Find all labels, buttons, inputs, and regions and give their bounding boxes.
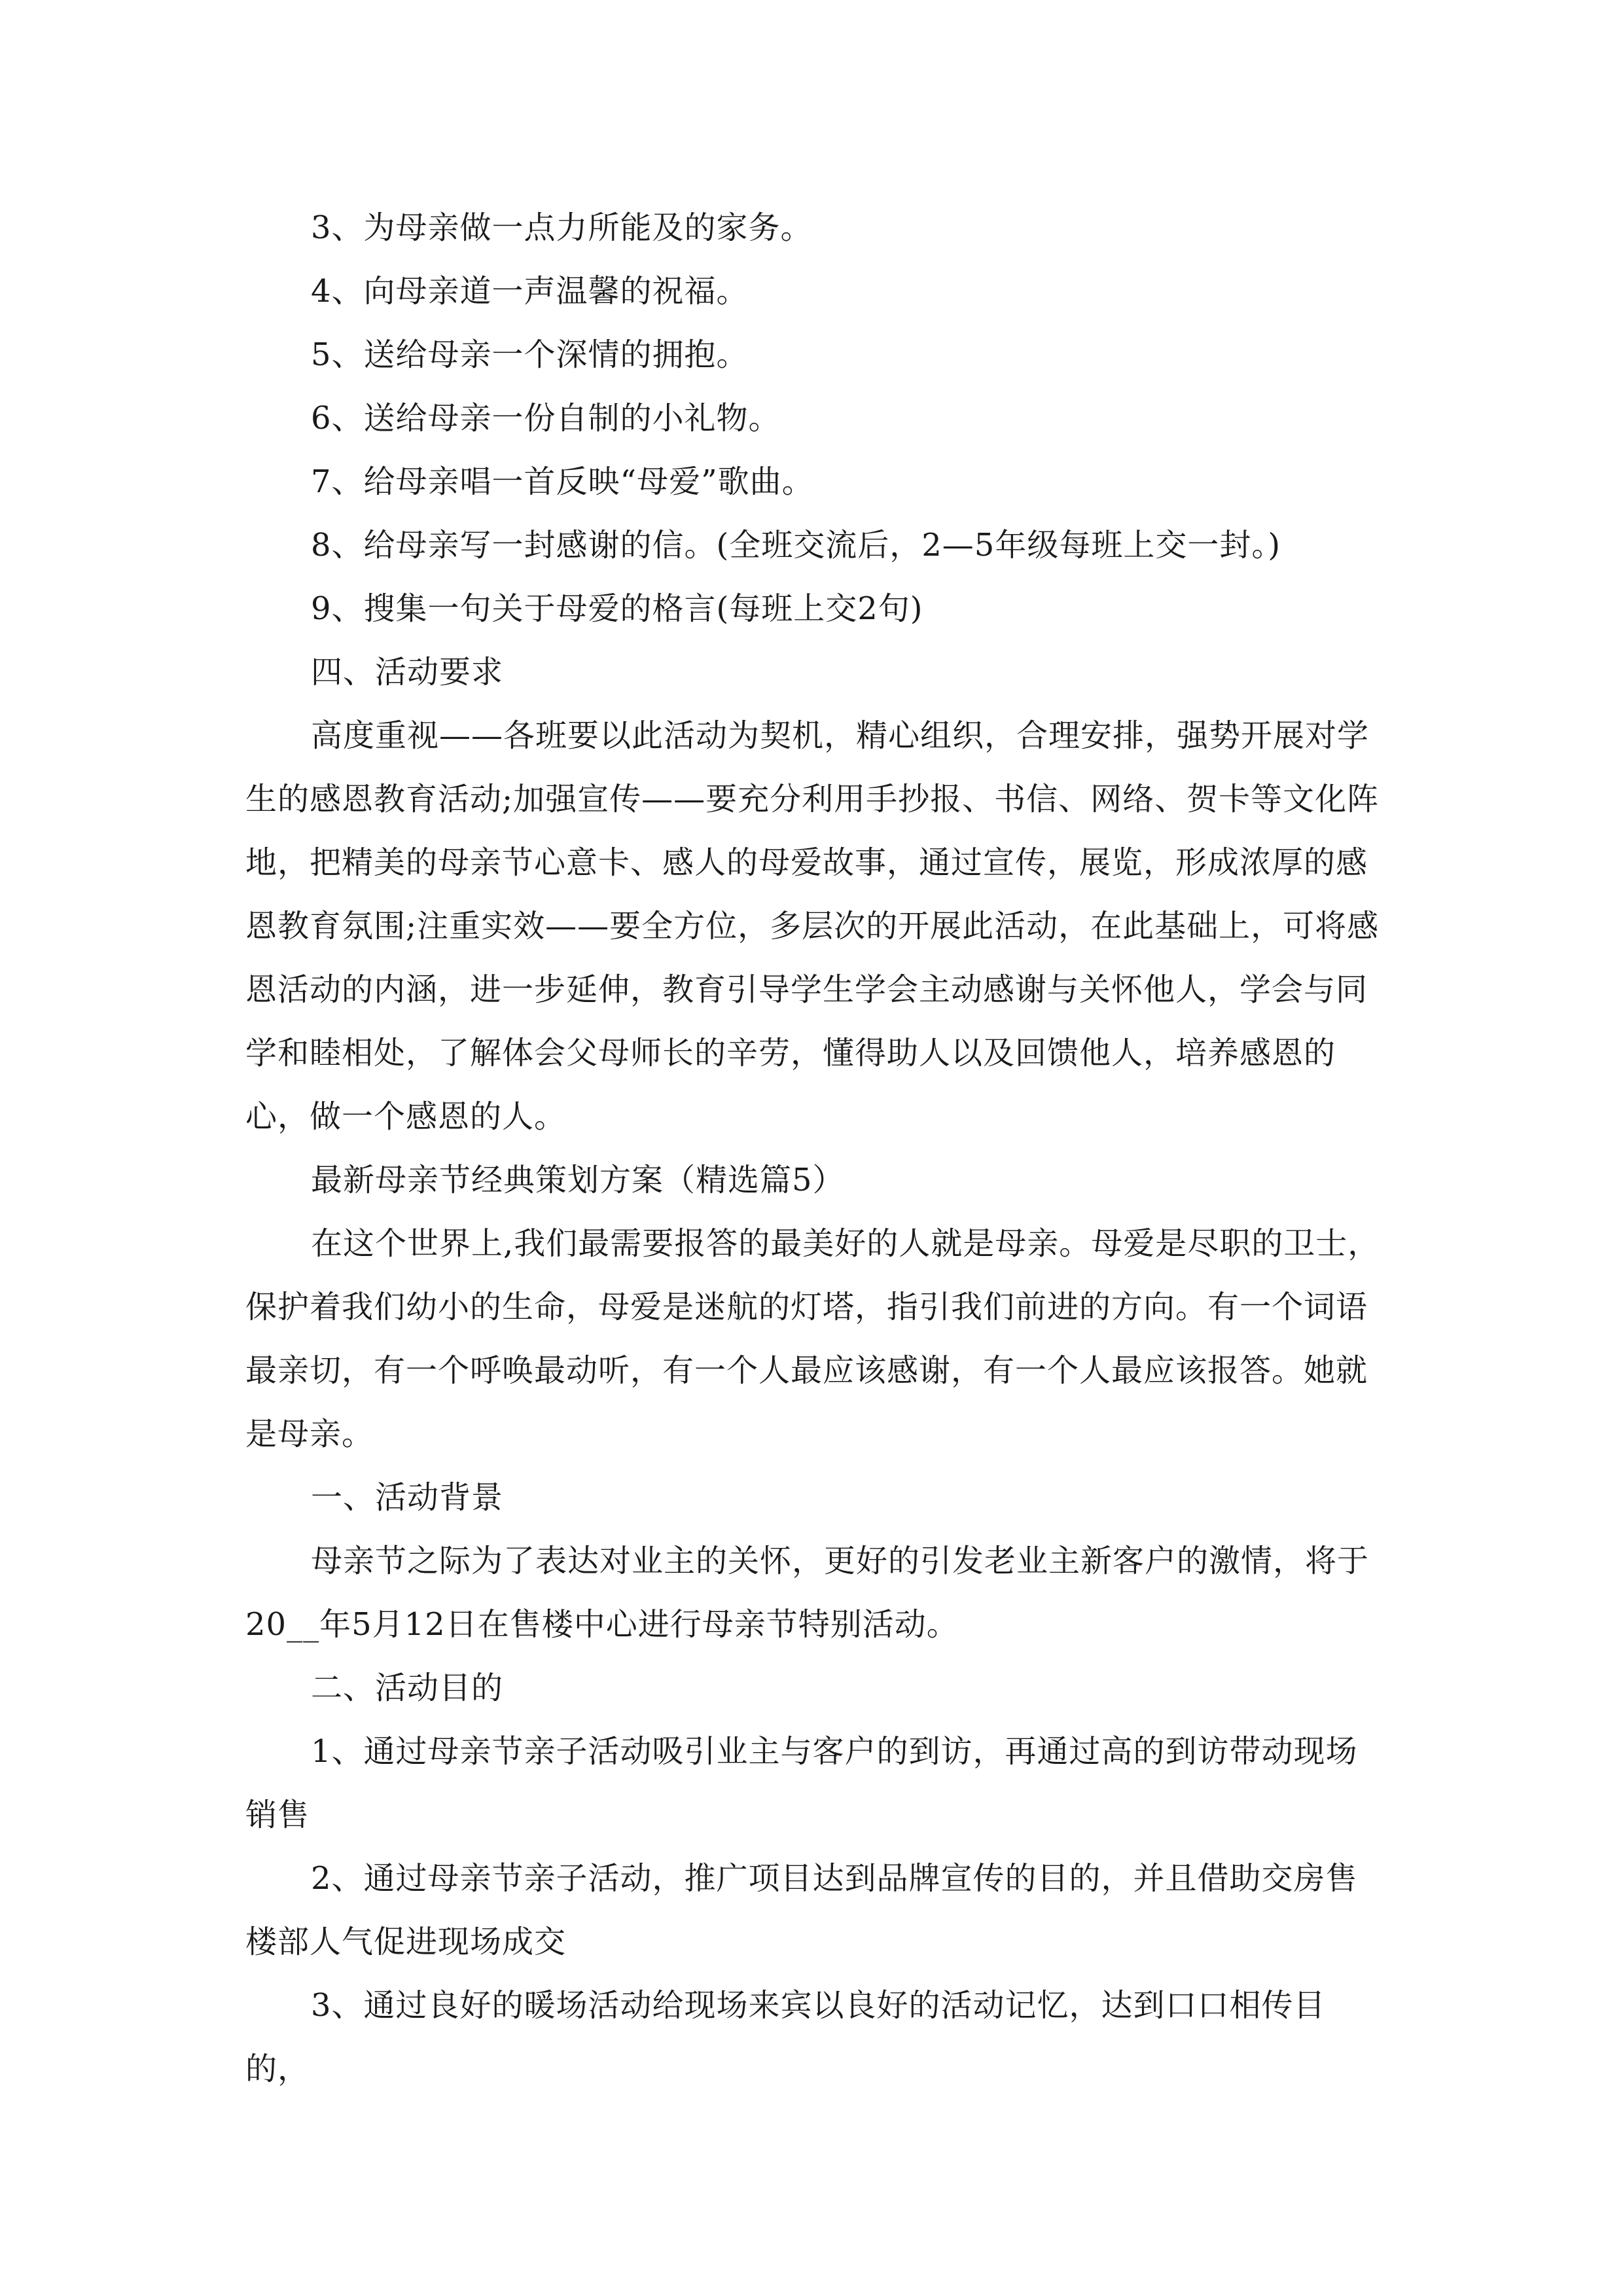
plan5-intro-paragraph: 在这个世界上,我们最需要报答的最美好的人就是母亲。母爱是尽职的卫士，保护着我们幼小的生命，母爱是迷航的灯塔，指引我们前进的方向。有一个词语最亲切，有一个呼唤最动听，有一个人最应该感谢，有一个人最应该报答。她就是母亲。: [245, 1225, 1380, 1452]
list-item: 7、给母亲唱一首反映“母爱”歌曲。: [311, 463, 814, 500]
list-item: 5、送给母亲一个深情的拥抱。: [311, 336, 749, 373]
section-heading-purpose: 二、活动目的: [311, 1670, 504, 1706]
section-heading-requirements: 四、活动要求: [311, 654, 504, 691]
document-body: [245, 196, 1384, 2101]
section-heading-background: 一、活动背景: [311, 1479, 504, 1516]
background-paragraph: 母亲节之际为了表达对业主的关怀，更好的引发老业主新客户的激情，将于20__年5月12日在售楼中心进行母亲节特别活动。: [245, 1543, 1370, 1643]
list-item: 6、送给母亲一份自制的小礼物。: [311, 400, 781, 437]
purpose-item: 3、通过良好的暖场活动给现场来宾以良好的活动记忆，达到口口相传目的，: [245, 1987, 1326, 2087]
list-item: 9、搜集一句关于母爱的格言(每班上交2句): [311, 590, 923, 627]
list-item: 3、为母亲做一点力所能及的家务。: [311, 209, 813, 246]
plan5-title: 最新母亲节经典策划方案（精选篇5）: [311, 1162, 845, 1198]
requirements-paragraph: 高度重视——各班要以此活动为契机，精心组织，合理安排，强势开展对学生的感恩教育活动;加强宣传——要充分利用手抄报、书信、网络、贺卡等文化阵地，把精美的母亲节心意卡、感人的母爱故事，通过宣传，展览，形成浓厚的感恩教育氛围;注重实效——要全方位，多层次的开展此活动，在此基础上，可将感恩活动的内涵，进一步延伸，教育引导学生学会主动感谢与关怀他人，学会与同学和睦相处，了解体会父母师长的辛劳，懂得助人以及回馈他人，培养感恩的心，做一个感恩的人。: [245, 717, 1380, 1135]
list-item: 8、给母亲写一封感谢的信。(全班交流后，2—5年级每班上交一封。): [311, 527, 1281, 564]
purpose-item: 1、通过母亲节亲子活动吸引业主与客户的到访，再通过高的到访带动现场销售: [245, 1733, 1358, 1833]
purpose-item: 2、通过母亲节亲子活动，推广项目达到品牌宣传的目的，并且借助交房售楼部人气促进现场成交: [245, 1860, 1358, 1960]
list-item: 4、向母亲道一声温馨的祝福。: [311, 273, 749, 310]
